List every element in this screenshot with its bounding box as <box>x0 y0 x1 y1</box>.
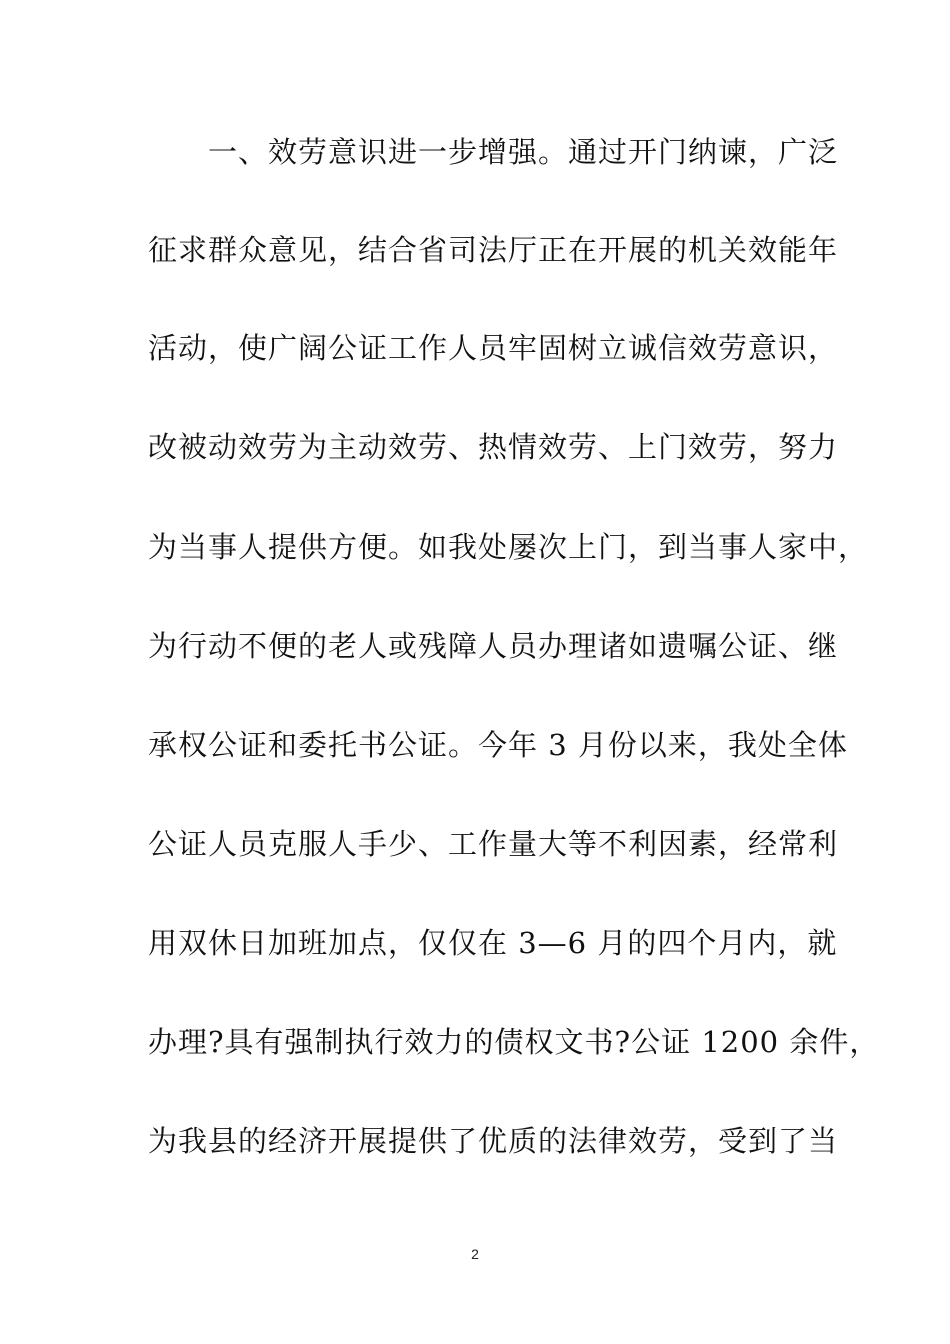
paragraph-line: 公证人员克服人手少、工作量大等不利因素，经常利 <box>148 827 839 861</box>
paragraph-line: 用双休日加班加点，仅仅在 3—6 月的四个月内，就 <box>148 926 838 960</box>
page-number: 2 <box>471 1246 479 1262</box>
paragraph-line: 为当事人提供方便。如我处屡次上门，到当事人家中， <box>148 530 869 564</box>
paragraph-line: 一、效劳意识进一步增强。通过开门纳谏，广泛 <box>148 135 839 169</box>
paragraph-line: 为我县的经济开展提供了优质的法律效劳，受到了当 <box>148 1124 839 1158</box>
paragraph-line: 为行动不便的老人或残障人员办理诸如遗嘱公证、继 <box>148 629 839 663</box>
paragraph-line: 征求群众意见，结合省司法厅正在开展的机关效能年 <box>148 233 839 267</box>
paragraph-line: 办理?具有强制执行效力的债权文书?公证 1200 余件， <box>148 1025 880 1059</box>
paragraph-line: 改被动效劳为主动效劳、热情效劳、上门效劳，努力 <box>148 430 839 464</box>
paragraph-line: 活动，使广阔公证工作人员牢固树立诚信效劳意识， <box>148 331 839 365</box>
paragraph-line: 承权公证和委托书公证。今年 3 月份以来，我处全体 <box>148 728 848 762</box>
